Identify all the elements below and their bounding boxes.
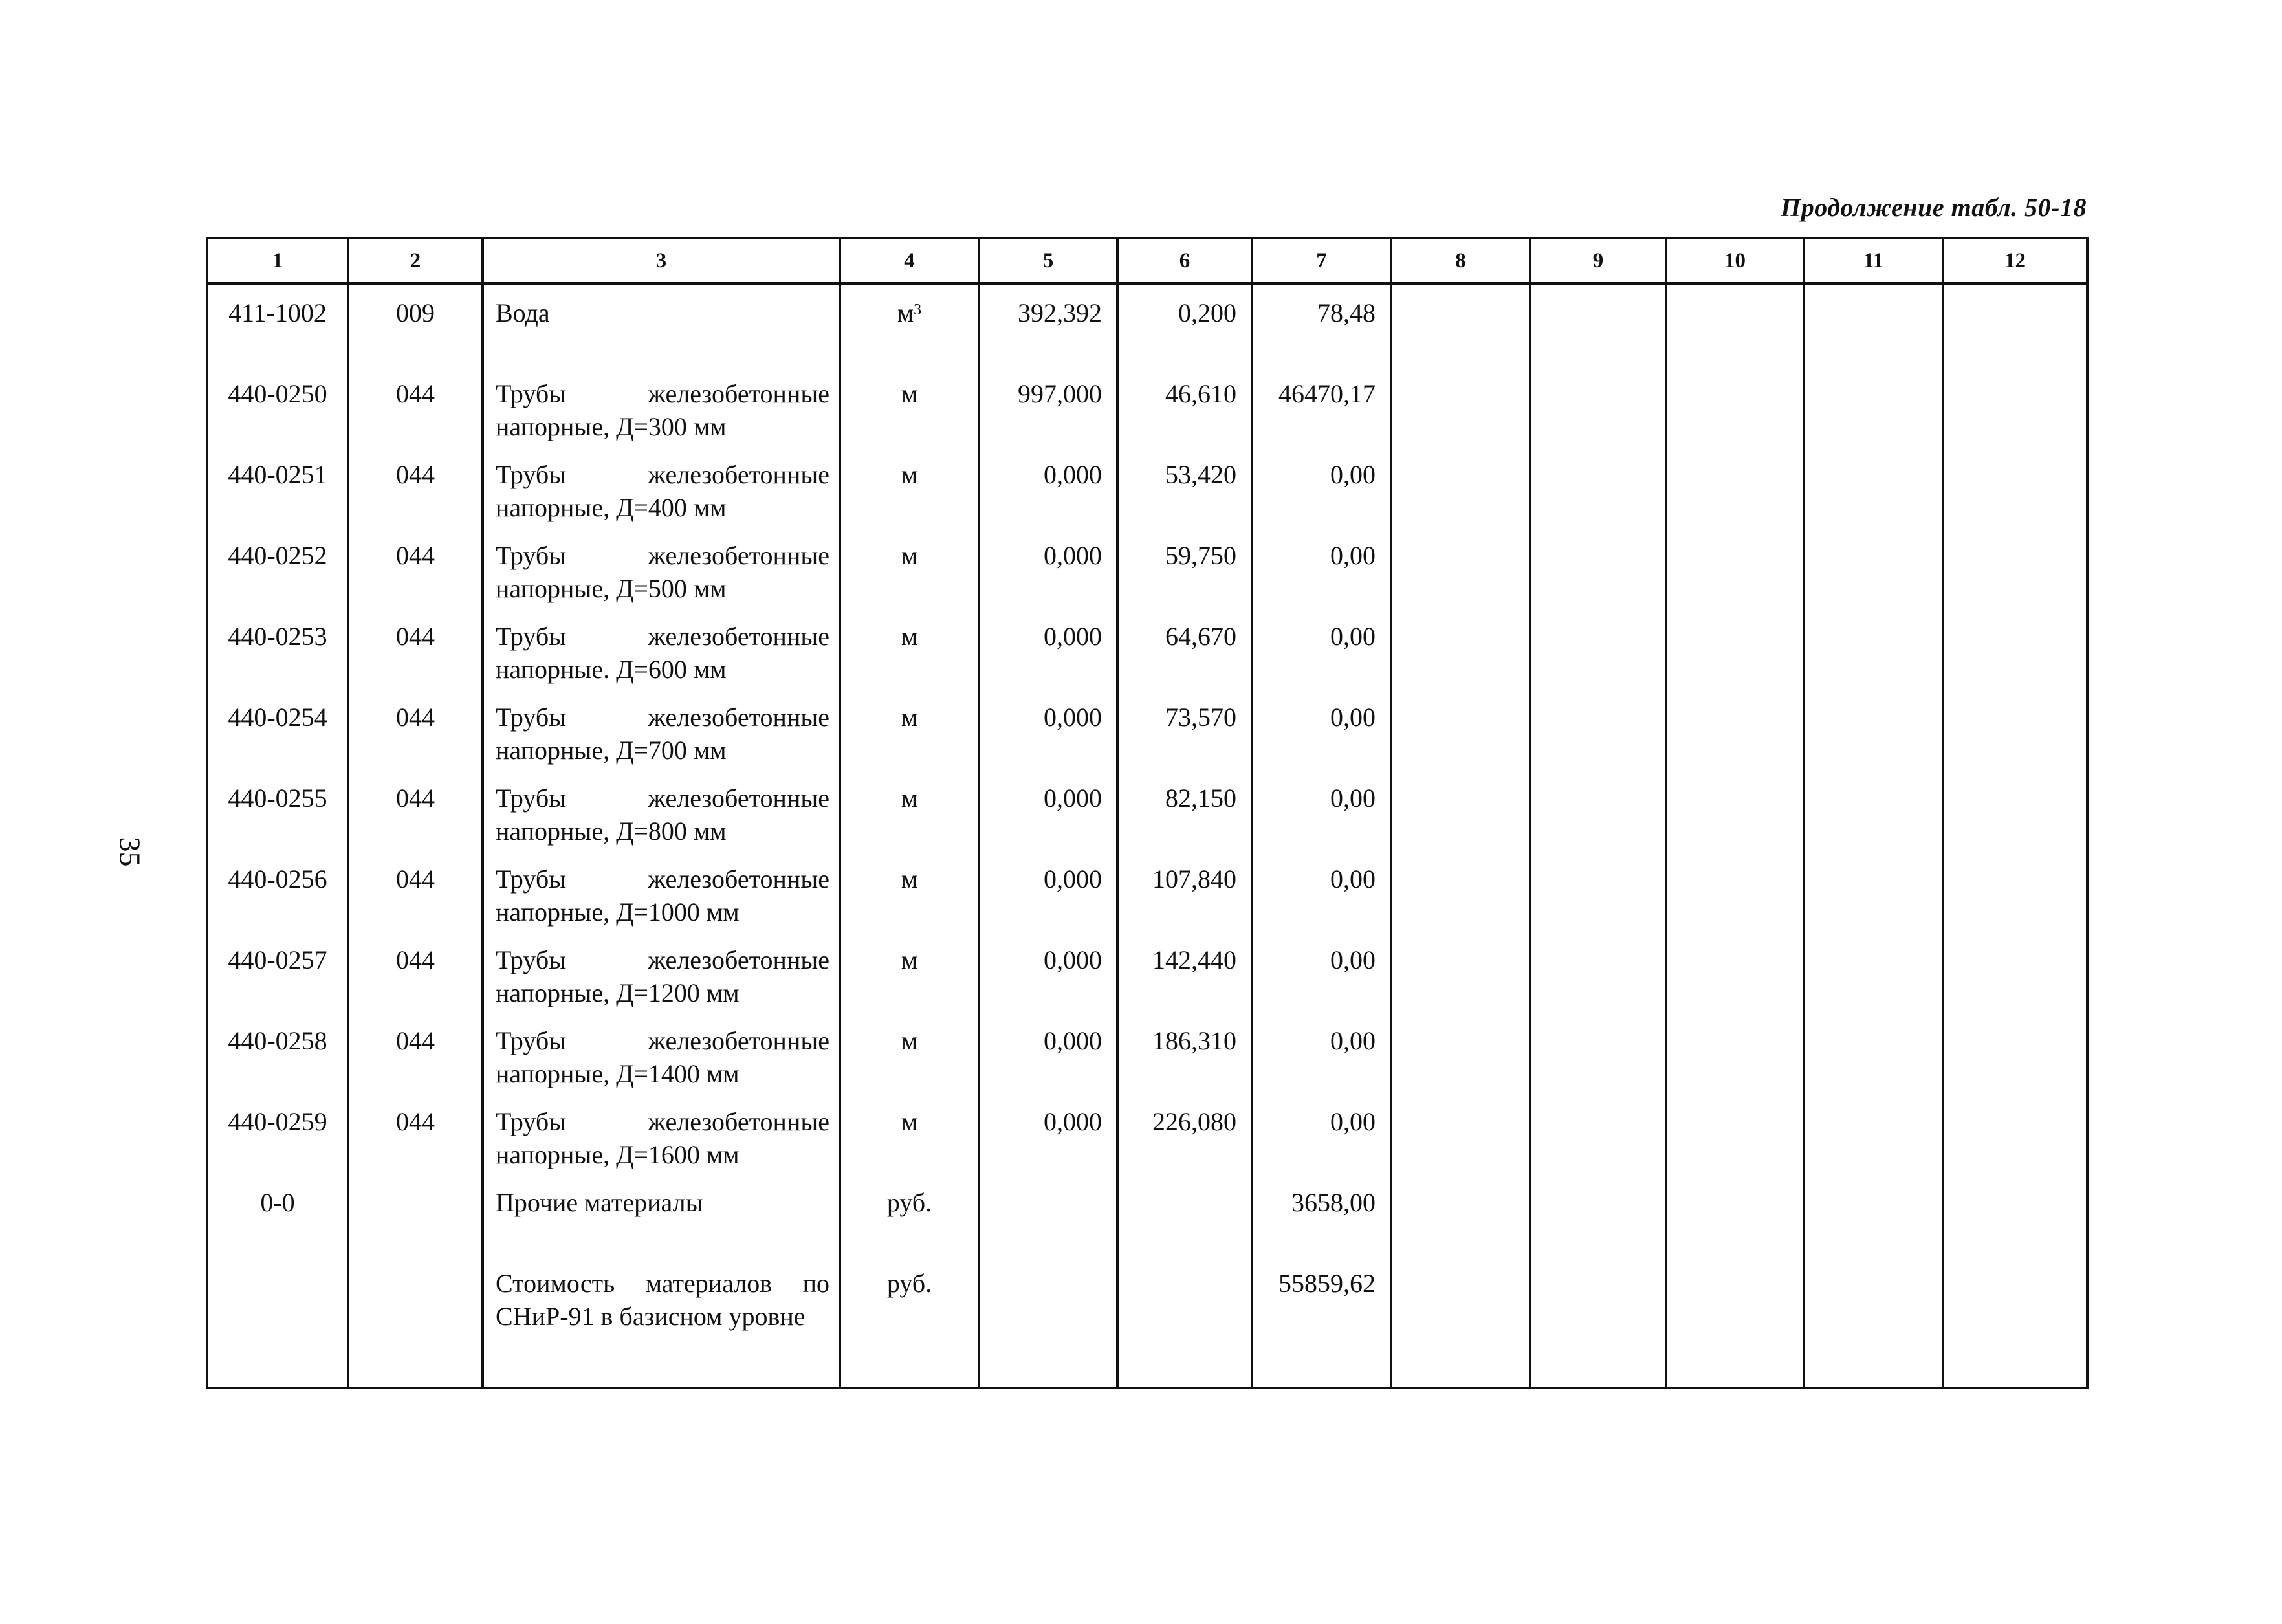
table-row	[207, 851, 2087, 932]
group-cell: 044	[348, 932, 483, 1013]
empty-cell	[1804, 1013, 1943, 1093]
price-cell: 226,080	[1117, 1093, 1252, 1174]
empty-cell	[1804, 689, 1943, 770]
qty-cell: 0,000	[979, 1093, 1117, 1174]
price-cell: 107,840	[1117, 851, 1252, 932]
empty-cell	[1530, 283, 1666, 366]
empty-cell	[1804, 1093, 1943, 1174]
group-cell: 044	[348, 770, 483, 851]
group-cell: 044	[348, 689, 483, 770]
empty-cell	[1943, 1013, 2087, 1093]
table-row	[207, 1093, 2087, 1174]
empty-cell	[1391, 770, 1530, 851]
qty-cell: 0,000	[979, 689, 1117, 770]
price-cell	[1117, 1174, 1252, 1255]
empty-cell	[1391, 1093, 1530, 1174]
name-cell: Трубы железобетонные напорные, Д=700 мм	[483, 689, 840, 770]
price-cell: 46,610	[1117, 366, 1252, 446]
empty-cell	[1666, 1093, 1804, 1174]
code-cell: 440-0259	[207, 1093, 348, 1174]
empty-cell	[1530, 1013, 1666, 1093]
empty-cell	[1943, 689, 2087, 770]
unit-superscript: 3	[914, 302, 922, 318]
empty-cell	[1804, 446, 1943, 527]
name-cell: Трубы железобетонные напорные, Д=1400 мм	[483, 1013, 840, 1093]
total-cell: 0,00	[1252, 1013, 1391, 1093]
unit-cell: руб.	[840, 1255, 979, 1388]
code-cell: 440-0257	[207, 932, 348, 1013]
empty-cell	[1530, 770, 1666, 851]
empty-cell	[1804, 1174, 1943, 1255]
empty-cell	[1804, 283, 1943, 366]
group-cell: 044	[348, 1093, 483, 1174]
group-cell: 044	[348, 608, 483, 689]
qty-cell: 0,000	[979, 770, 1117, 851]
code-cell: 440-0258	[207, 1013, 348, 1093]
table-row	[207, 608, 2087, 689]
total-cell: 0,00	[1252, 851, 1391, 932]
total-cell: 46470,17	[1252, 366, 1391, 446]
qty-cell: 997,000	[979, 366, 1117, 446]
empty-cell	[1666, 1013, 1804, 1093]
materials-table	[206, 237, 2089, 1389]
qty-cell	[979, 1174, 1117, 1255]
price-cell	[1117, 1255, 1252, 1388]
total-cell: 0,00	[1252, 446, 1391, 527]
table-row	[207, 1013, 2087, 1093]
code-cell: 411-1002	[207, 283, 348, 366]
table-row	[207, 1255, 2087, 1388]
table-caption: Продолжение табл. 50-18	[1781, 193, 2087, 222]
empty-cell	[1530, 366, 1666, 446]
unit-cell: м	[840, 932, 979, 1013]
qty-cell: 0,000	[979, 446, 1117, 527]
empty-cell	[1804, 608, 1943, 689]
name-cell: Трубы железобетонные напорные, Д=1000 мм	[483, 851, 840, 932]
column-header: 5	[979, 238, 1117, 283]
code-cell: 440-0253	[207, 608, 348, 689]
name-cell: Прочие материалы	[483, 1174, 840, 1255]
empty-cell	[1391, 689, 1530, 770]
name-cell: Трубы железобетонные напорные, Д=500 мм	[483, 527, 840, 608]
code-cell: 0-0	[207, 1174, 348, 1255]
total-cell: 0,00	[1252, 1093, 1391, 1174]
group-cell: 044	[348, 446, 483, 527]
price-cell: 59,750	[1117, 527, 1252, 608]
table-row	[207, 366, 2087, 446]
empty-cell	[1666, 366, 1804, 446]
qty-cell: 0,000	[979, 1013, 1117, 1093]
name-cell: Вода	[483, 283, 840, 366]
empty-cell	[1391, 608, 1530, 689]
empty-cell	[1666, 446, 1804, 527]
unit-cell: м	[840, 446, 979, 527]
total-cell: 0,00	[1252, 689, 1391, 770]
empty-cell	[1666, 851, 1804, 932]
empty-cell	[1943, 770, 2087, 851]
empty-cell	[1804, 770, 1943, 851]
name-cell: Трубы железобетонные напорные, Д=800 мм	[483, 770, 840, 851]
empty-cell	[1391, 932, 1530, 1013]
name-cell: Трубы железобетонные напорные, Д=1600 мм	[483, 1093, 840, 1174]
unit-cell	[840, 283, 979, 366]
empty-cell	[1391, 366, 1530, 446]
empty-cell	[1804, 527, 1943, 608]
qty-cell: 0,000	[979, 932, 1117, 1013]
empty-cell	[1943, 283, 2087, 366]
empty-cell	[1530, 527, 1666, 608]
total-cell: 0,00	[1252, 770, 1391, 851]
code-cell	[207, 1255, 348, 1388]
unit-cell: м	[840, 366, 979, 446]
empty-cell	[1804, 851, 1943, 932]
unit-cell: м	[840, 527, 979, 608]
code-cell: 440-0250	[207, 366, 348, 446]
unit-text: м	[897, 298, 914, 327]
empty-cell	[1666, 608, 1804, 689]
group-cell: 044	[348, 1013, 483, 1093]
price-cell: 0,200	[1117, 283, 1252, 366]
group-cell	[348, 1255, 483, 1388]
empty-cell	[1391, 283, 1530, 366]
group-cell: 044	[348, 366, 483, 446]
empty-cell	[1943, 851, 2087, 932]
name-cell: Стоимость материалов по СНиР-91 в базисном уровне	[483, 1255, 840, 1388]
page-number: 35	[113, 837, 147, 867]
price-cell: 142,440	[1117, 932, 1252, 1013]
empty-cell	[1943, 1093, 2087, 1174]
empty-cell	[1804, 366, 1943, 446]
empty-cell	[1666, 932, 1804, 1013]
unit-cell: м	[840, 689, 979, 770]
code-cell: 440-0252	[207, 527, 348, 608]
empty-cell	[1391, 446, 1530, 527]
column-header: 2	[348, 238, 483, 283]
column-header: 11	[1804, 238, 1943, 283]
empty-cell	[1530, 1255, 1666, 1388]
table-row	[207, 770, 2087, 851]
group-cell: 044	[348, 527, 483, 608]
unit-cell: м	[840, 851, 979, 932]
empty-cell	[1391, 851, 1530, 932]
group-cell: 009	[348, 283, 483, 366]
empty-cell	[1391, 527, 1530, 608]
column-header: 4	[840, 238, 979, 283]
empty-cell	[1391, 1174, 1530, 1255]
code-cell: 440-0255	[207, 770, 348, 851]
price-cell: 64,670	[1117, 608, 1252, 689]
price-cell: 73,570	[1117, 689, 1252, 770]
empty-cell	[1666, 1255, 1804, 1388]
unit-cell: м	[840, 1093, 979, 1174]
column-header: 3	[483, 238, 840, 283]
group-cell	[348, 1174, 483, 1255]
table-row	[207, 527, 2087, 608]
column-header: 6	[1117, 238, 1252, 283]
name-cell: Трубы железобетонные напорные, Д=400 мм	[483, 446, 840, 527]
empty-cell	[1666, 689, 1804, 770]
empty-cell	[1530, 446, 1666, 527]
table-row	[207, 1174, 2087, 1255]
code-cell: 440-0254	[207, 689, 348, 770]
empty-cell	[1943, 527, 2087, 608]
header-row	[207, 238, 2087, 283]
column-header: 1	[207, 238, 348, 283]
qty-cell	[979, 1255, 1117, 1388]
qty-cell: 0,000	[979, 608, 1117, 689]
column-header: 8	[1391, 238, 1530, 283]
column-header: 12	[1943, 238, 2087, 283]
price-cell: 53,420	[1117, 446, 1252, 527]
empty-cell	[1943, 366, 2087, 446]
unit-cell: м	[840, 1013, 979, 1093]
table-row	[207, 283, 2087, 366]
price-cell: 82,150	[1117, 770, 1252, 851]
total-cell: 0,00	[1252, 527, 1391, 608]
price-cell: 186,310	[1117, 1013, 1252, 1093]
empty-cell	[1666, 770, 1804, 851]
unit-cell: м	[840, 770, 979, 851]
name-cell: Трубы железобетонные напорные. Д=600 мм	[483, 608, 840, 689]
empty-cell	[1943, 446, 2087, 527]
empty-cell	[1391, 1013, 1530, 1093]
qty-cell: 0,000	[979, 851, 1117, 932]
total-cell: 3658,00	[1252, 1174, 1391, 1255]
unit-cell: руб.	[840, 1174, 979, 1255]
total-cell: 0,00	[1252, 932, 1391, 1013]
empty-cell	[1666, 283, 1804, 366]
unit-cell: м	[840, 608, 979, 689]
empty-cell	[1943, 1255, 2087, 1388]
qty-cell: 0,000	[979, 527, 1117, 608]
empty-cell	[1943, 932, 2087, 1013]
empty-cell	[1943, 608, 2087, 689]
column-header: 9	[1530, 238, 1666, 283]
qty-cell: 392,392	[979, 283, 1117, 366]
name-cell: Трубы железобетонные напорные, Д=1200 мм	[483, 932, 840, 1013]
empty-cell	[1530, 689, 1666, 770]
empty-cell	[1804, 932, 1943, 1013]
empty-cell	[1666, 527, 1804, 608]
table-row	[207, 446, 2087, 527]
empty-cell	[1530, 1174, 1666, 1255]
total-cell: 0,00	[1252, 608, 1391, 689]
table-row	[207, 932, 2087, 1013]
column-header: 10	[1666, 238, 1804, 283]
code-cell: 440-0256	[207, 851, 348, 932]
name-cell: Трубы железобетонные напорные, Д=300 мм	[483, 366, 840, 446]
empty-cell	[1943, 1174, 2087, 1255]
code-cell: 440-0251	[207, 446, 348, 527]
total-cell: 78,48	[1252, 283, 1391, 366]
empty-cell	[1391, 1255, 1530, 1388]
table-row	[207, 689, 2087, 770]
empty-cell	[1530, 851, 1666, 932]
total-cell: 55859,62	[1252, 1255, 1391, 1388]
empty-cell	[1530, 608, 1666, 689]
empty-cell	[1530, 932, 1666, 1013]
column-header: 7	[1252, 238, 1391, 283]
empty-cell	[1666, 1174, 1804, 1255]
group-cell: 044	[348, 851, 483, 932]
empty-cell	[1530, 1093, 1666, 1174]
empty-cell	[1804, 1255, 1943, 1388]
